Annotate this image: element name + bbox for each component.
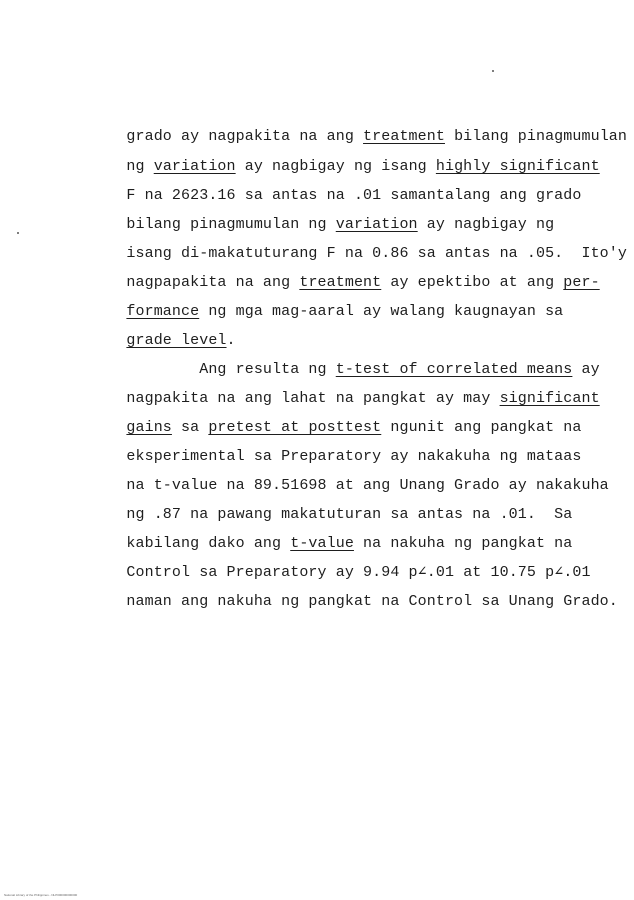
text-line: eksperimental sa Preparatory ay nakakuha ng mataas (126, 448, 582, 465)
text-line: gains sa pretest at posttest ngunit ang pangkat na (126, 419, 582, 436)
text-line: F na 2623.16 sa antas na .01 samantalang ang grado (126, 187, 582, 204)
text-line: na t-value na 89.51698 at ang Unang Grado ay nakakuha (126, 477, 609, 494)
scan-dot (492, 70, 494, 72)
text-line: grado ay nagpakita na ang treatment bilang pinagmumulan (126, 128, 627, 145)
scan-footer: National Library of the Philippines - NLP000000000000 (4, 893, 78, 897)
text-line: isang di-makatuturang F na 0.86 sa antas na .05. Ito'y (126, 245, 627, 262)
text-line: nagpakita na ang lahat na pangkat ay may significant (126, 390, 600, 407)
text-line: ng variation ay nagbigay ng isang highly significant (126, 158, 600, 175)
text-line: grade level. (126, 332, 236, 349)
text-line: Control sa Preparatory ay 9.94 p∠.01 at 10.75 p∠.01 (126, 564, 591, 581)
text-line: formance ng mga mag-aaral ay walang kaugnayan sa (126, 303, 564, 320)
text-line: Ang resulta ng t-test of correlated means ay (126, 361, 600, 378)
text-line: bilang pinagmumulan ng variation ay nagbigay ng (126, 216, 555, 233)
text-line: nagpapakita na ang treatment ay epektibo at ang per- (126, 274, 600, 291)
text-line: ng .87 na pawang makatuturan sa antas na .01. Sa (126, 506, 573, 523)
scan-dot (17, 232, 19, 234)
text-line: naman ang nakuha ng pangkat na Control sa Unang Grado. (126, 593, 618, 610)
text-line: kabilang dako ang t-value na nakuha ng pangkat na (126, 535, 573, 552)
